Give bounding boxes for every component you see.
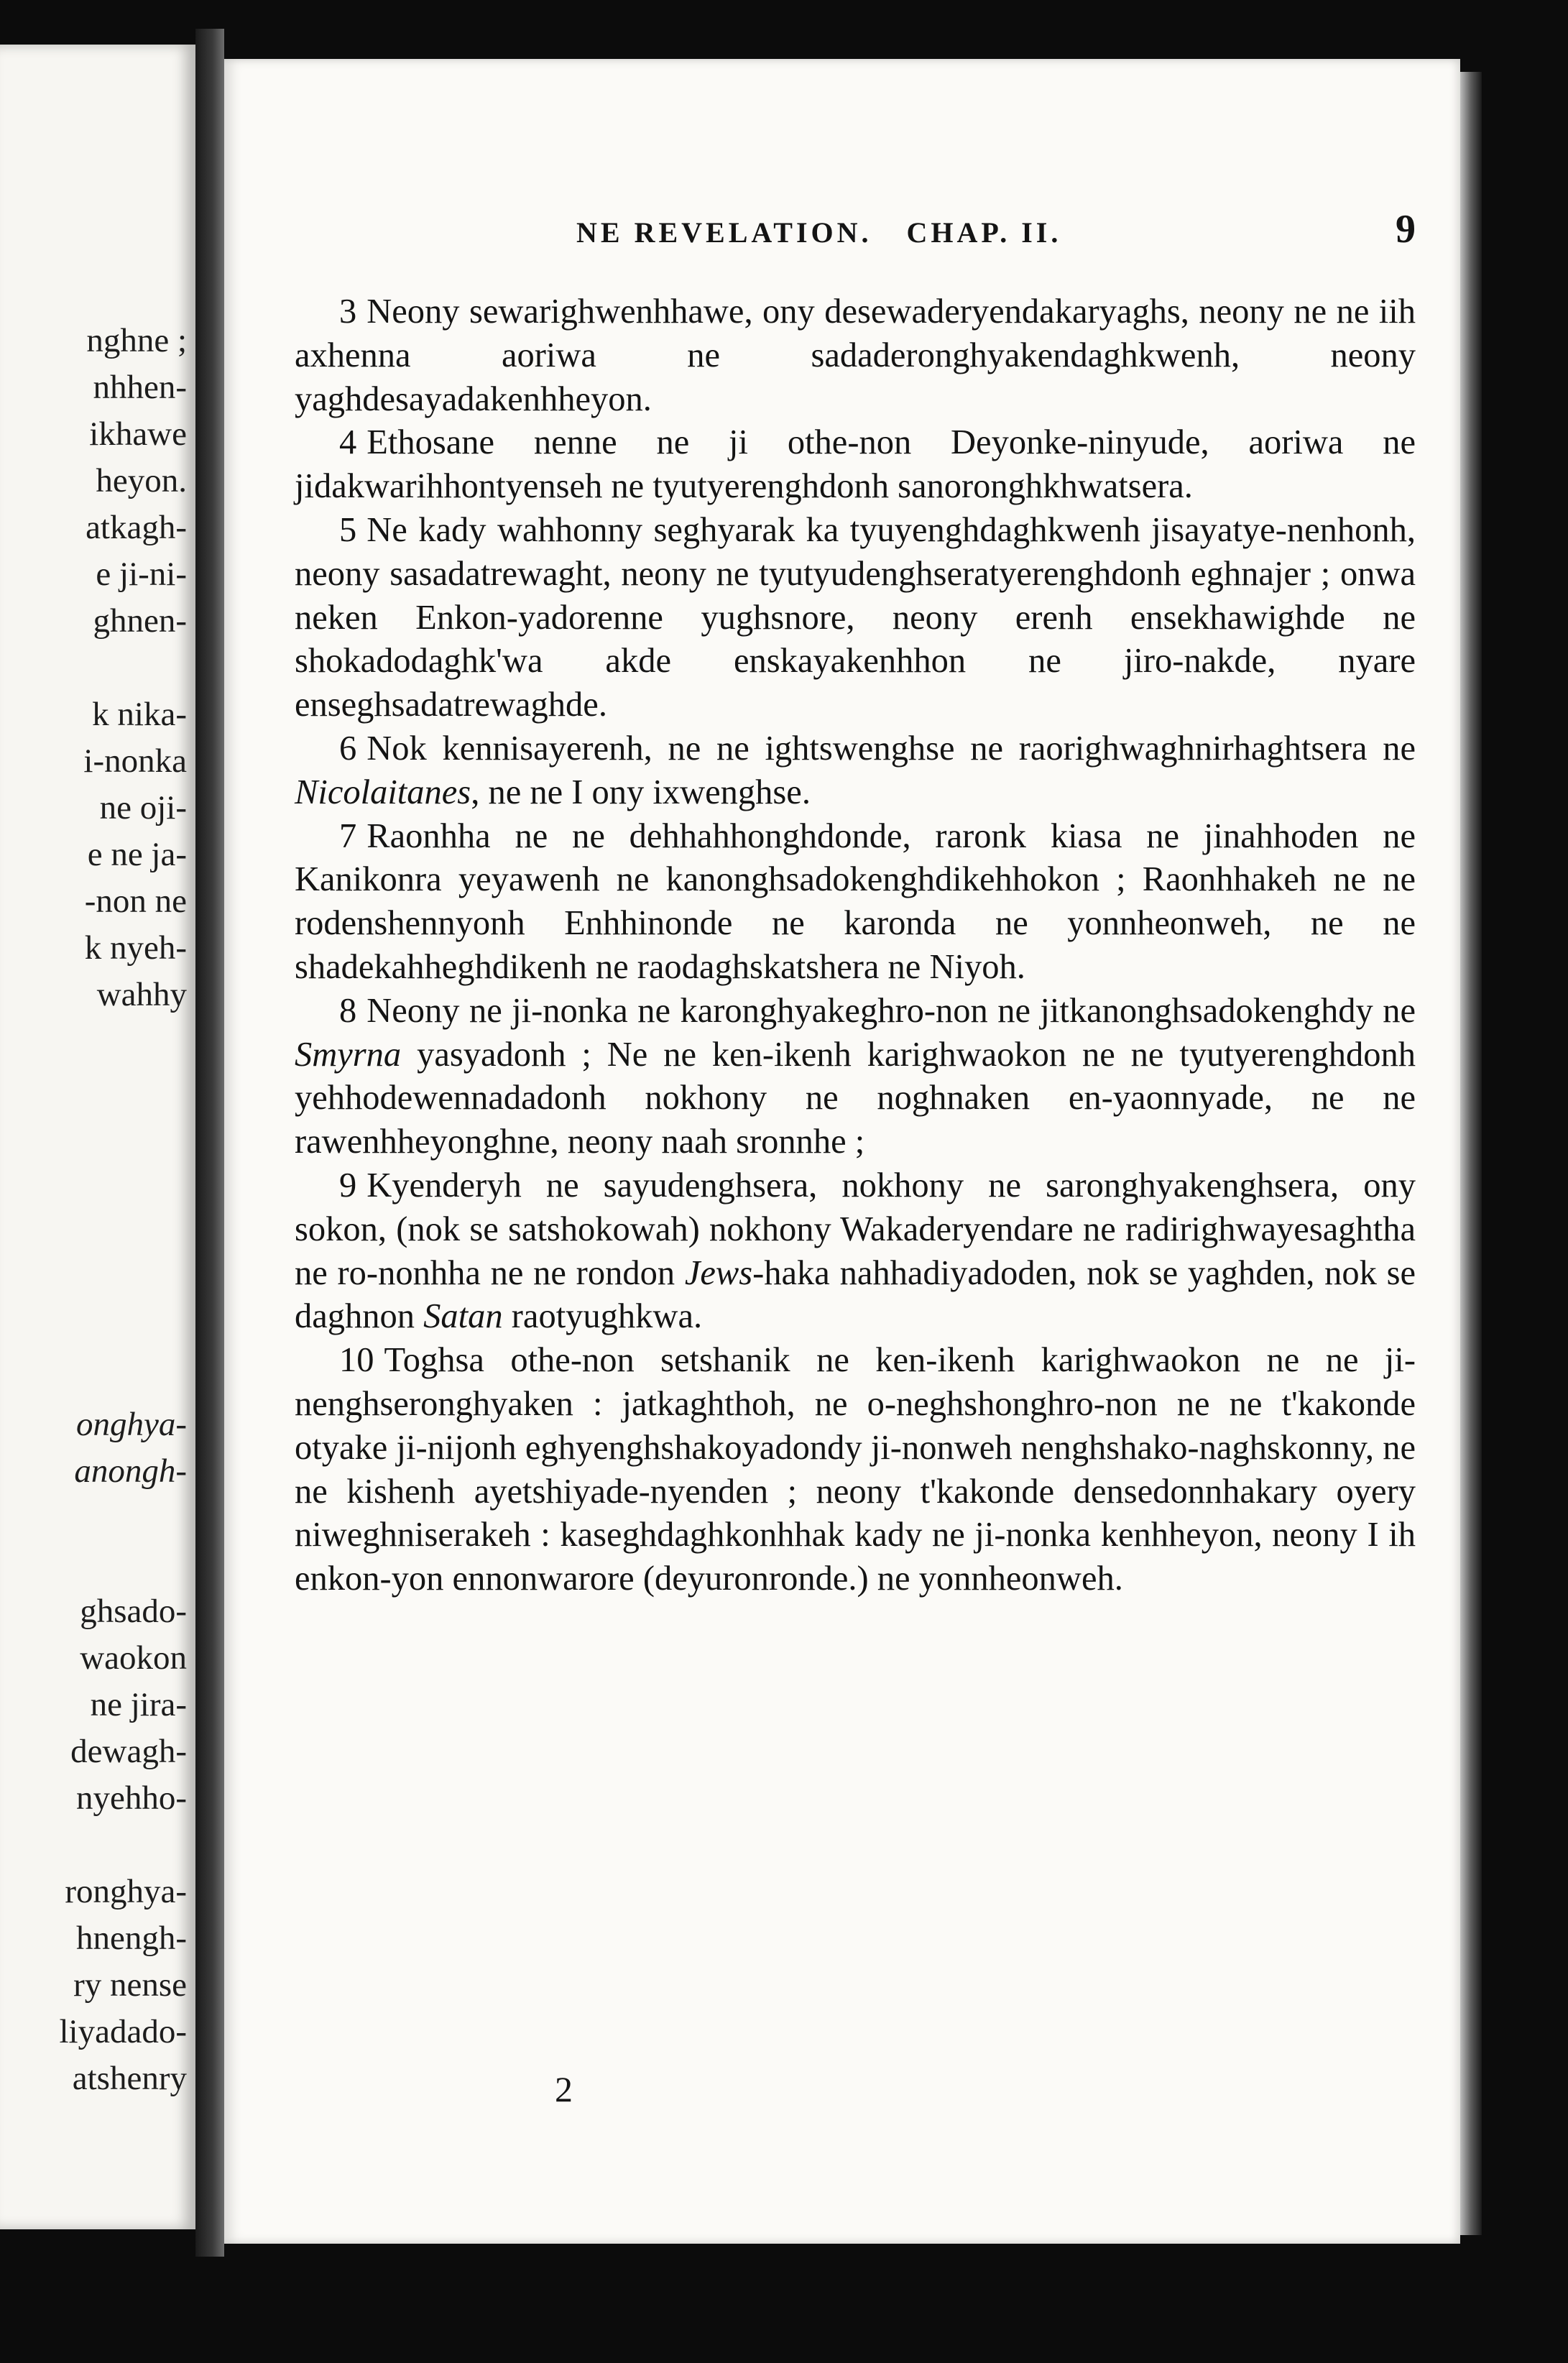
verse-7 [295,815,1416,990]
verse-text: Ethosane nenne ne ji othe-non Deyonke-ninyude, aoriwa ne jidakwarihhontyenseh ne tyutyerenghdonh sanoronghkhwatsera. [295,423,1416,506]
verse-number: 8 [339,991,357,1030]
verse-text-block [295,290,1416,1601]
facing-line: nyehho- [75,1779,187,1817]
facing-line: anongh- [74,1452,187,1490]
facing-line: k nyeh- [84,929,187,967]
signature-mark: 2 [555,2069,573,2109]
running-title: NE REVELATION. [576,216,872,249]
italic-word: Smyrna [295,1035,402,1074]
verse-text: Nok kennisayerenh, ne ne ightswenghse ne raorighwaghnirhaghtsera ne [366,729,1416,768]
facing-line: nhhen- [93,369,187,406]
verse-4 [295,421,1416,509]
verse-9 [295,1164,1416,1339]
page-number: 9 [1396,207,1416,252]
facing-line: e ne ja- [87,836,187,873]
facing-line: waokon [80,1639,187,1677]
italic-word: Nicolaitanes [295,773,471,811]
verse-number: 6 [339,729,357,768]
verse-number: 9 [339,1166,357,1204]
verse-number: 5 [339,510,357,549]
verse-text: raotyughkwa. [502,1297,703,1336]
page-stack-edge [1460,72,1482,2235]
verse-text: Raonhha ne ne dehhahhonghdonde, raronk kiasa ne jinahhoden ne Kanikonra yeyawenh ne kanonghsadokenghdikehhokon ; Raonhhakeh ne ne rodenshennyonh Enhhinonde ne karonda ne yonnheonweh, ne ne shadekahheghdikenh ne raodaghskatshera ne Niyoh. [295,816,1416,986]
verse-text: , ne ne I ony ixwenghse. [471,773,811,811]
facing-line: atkagh- [86,509,187,546]
verse-text: -haka nahhadiyadoden, nok se yaghden, nok se daghnon [295,1253,1416,1336]
facing-line: i-nonka [83,742,187,780]
verse-text: Neony sewarighwenhhawe, ony desewaderyendakaryaghs, neony ne ne iih axhenna aoriwa ne sadaderonghyakendaghkwenh, neony yaghdesayadakenhheyon. [295,293,1416,418]
verse-8 [295,990,1416,1164]
facing-line: ghnen- [93,602,187,640]
verse-5 [295,509,1416,727]
verse-3 [295,290,1416,421]
verse-text: Ne kady wahhonny seghyarak ka tyuyenghdaghkwenh jisayatye-nenhonh, neony sasadatrewaght, neony ne tyutyudenghseratyerenghdonh eghnajer ; onwa neken Enkon-yadorenne yughsnore, neony erenh ensekhawighde ne shokadodaghk'wa akde enskayakenhhon ne jiro-nakde, nyare enseghsadatrewaghde. [295,510,1416,724]
facing-line: ghsado- [80,1593,187,1630]
facing-line: heyon. [96,462,187,499]
verse-6 [295,727,1416,815]
book-gutter [195,29,224,2257]
verse-text: Toghsa othe-non setshanik ne ken-ikenh karighwaokon ne ne ji-nenghseronghyaken : jatkaghthoh, ne o-neghshonghro-non ne ne t'kakonde otyake ji-nijonh eghyenghshakoyadondy ji-nonweh nenghshako-naghskonny, ne ne kishenh ayetshiyade-nyenden ; neony t'kakonde densedonnhakary oyery niweghniserakeh : kaseghdaghkonhhak kady ne ji-nonka kenhheyon, neony I ih enkon-yon ennonwarore (deyuronronde.) ne yonnheonweh. [295,1341,1416,1598]
italic-word: Satan [423,1297,503,1336]
verse-number: 3 [339,293,357,331]
facing-line: ikhawe [89,415,187,453]
verse-text: yasyadonh ; Ne ne ken-ikenh karighwaokon ne ne tyutyerenghdonh yehhodewennadadonh nokhony ne noghnaken en-yaonnyade, ne ne rawenhheyonghne, neony naah sronnhe ; [295,1035,1416,1161]
verse-text: Neony ne ji-nonka ne karonghyakeghro-non ne jitkanonghsadokenghdy ne [366,991,1416,1030]
facing-line: wahhy [96,976,187,1013]
facing-page [0,45,195,2229]
facing-line: ronghya- [65,1873,187,1910]
facing-line: nghne ; [86,322,187,359]
verse-text: Kyenderyh ne sayudenghsera, nokhony ne saronghyakenghsera, ony sokon, (nok se satshokowah) nokhony Wakaderyendare ne radirighwayesaghtha ne ro-nonhha ne ne rondon [295,1166,1416,1292]
facing-line: dewagh- [70,1733,187,1770]
facing-line: -non ne [84,883,187,920]
facing-line: k nika- [92,696,187,733]
verse-number: 4 [339,423,357,462]
verse-number: 10 [339,1341,374,1380]
verse-10 [295,1339,1416,1601]
book-page [224,59,1460,2244]
facing-line: onghya- [75,1406,187,1443]
facing-line: ne jira- [90,1686,187,1723]
verse-number: 7 [339,816,357,855]
facing-line: ne oji- [99,789,187,826]
italic-word: Jews [684,1253,753,1292]
facing-line: atshenry [72,2060,187,2097]
facing-line: e ji-ni- [96,556,187,593]
facing-line: liyadado- [59,2013,187,2050]
facing-line: hnengh- [75,1920,187,1957]
facing-line: ry nense [73,1966,187,2004]
chapter-label: CHAP. II. [906,216,1062,249]
running-header [576,216,1061,249]
